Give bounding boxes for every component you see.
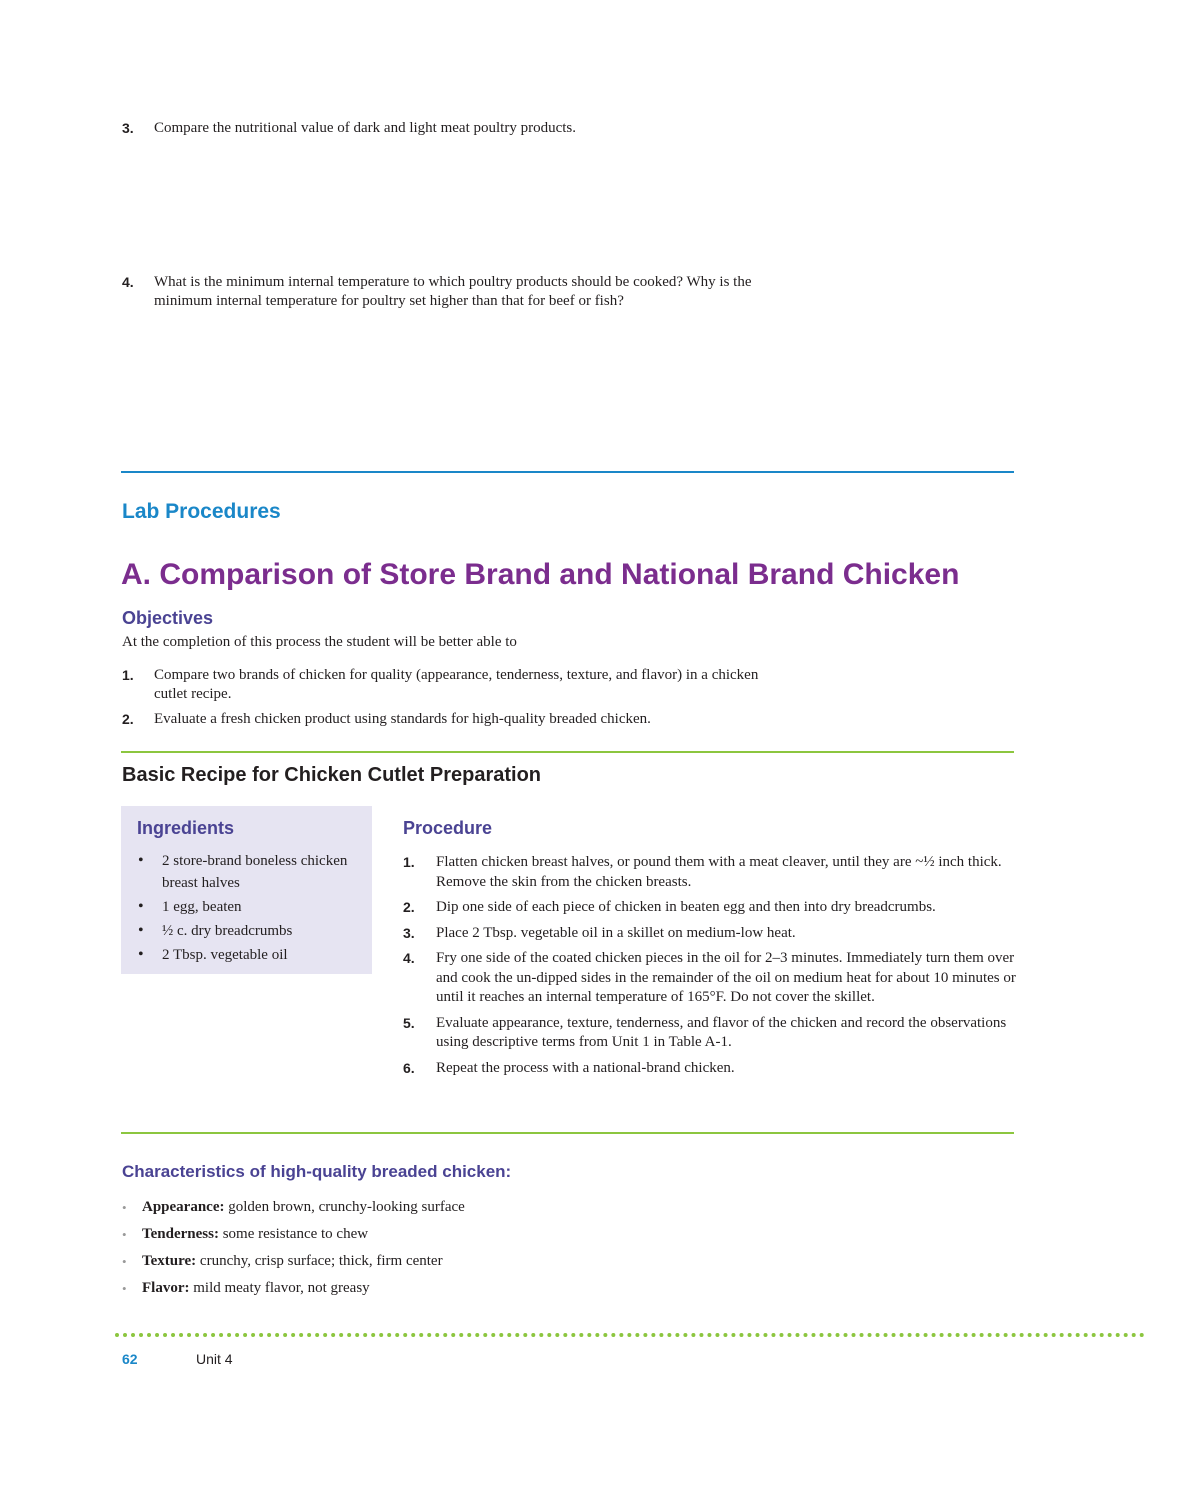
page-number: 62 [122,1351,138,1367]
footer-dotted-divider [115,1333,1145,1337]
item-text: Evaluate a fresh chicken product using standards for high-quality breaded chicken. [154,711,651,727]
list-item [122,1279,465,1298]
list-item [122,1198,465,1217]
objectives-heading: Objectives [122,608,214,628]
characteristics-list [122,1198,465,1306]
term: Flavor: [142,1280,190,1296]
characteristics-heading: Characteristics of high-quality breaded chicken: [122,1162,512,1181]
item-number: 2. [122,711,134,727]
step-number: 4. [403,950,415,966]
ingredients-list [137,850,357,968]
list-item [122,1252,465,1271]
description: golden brown, crunchy-looking surface [228,1199,465,1215]
description: mild meaty flavor, not greasy [193,1280,370,1296]
question-3 [122,119,772,138]
list-item: • 1 egg, beaten [137,896,357,918]
ingredients-heading: Ingredients [137,818,235,838]
step-text: Evaluate appearance, texture, tenderness, and flavor of the chicken and record the observations using descriptive terms from Unit 1 in Table A-1. [436,1014,1007,1050]
step-number: 6. [403,1059,415,1076]
list-item: • 2 store-brand boneless chicken breast halves [137,850,357,894]
list-item: • ½ c. dry breadcrumbs [137,920,357,942]
description: crunchy, crisp surface; thick, firm center [199,1253,443,1269]
lab-procedures-label: Lab Procedures [122,500,281,523]
recipe-title: Basic Recipe for Chicken Cutlet Preparation [122,764,542,786]
recipe-bottom-divider [121,1132,1014,1134]
list-item [403,853,1018,892]
question-number: 3. [122,120,134,136]
item-text: Compare two brands of chicken for quality (appearance, tenderness, texture, and flavor) in a chicken cutlet recipe. [154,667,759,702]
item-number: 1. [122,667,134,683]
list-item [403,1014,1018,1053]
section-divider [121,471,1014,473]
list-item [403,924,1018,944]
step-text: Flatten chicken breast halves, or pound them with a meat cleaver, until they are ~½ inch thick. Remove the skin from the chicken breasts. [436,854,1002,890]
term: Appearance: [142,1199,225,1215]
list-item [122,1225,465,1244]
list-item [403,898,1018,918]
recipe-top-divider [121,751,1014,753]
list-item: • 2 Tbsp. vegetable oil [137,944,357,966]
step-text: Repeat the process with a national-brand chicken. [436,1059,735,1076]
step-number: 1. [403,854,415,870]
step-number: 2. [403,899,415,915]
question-text: What is the minimum internal temperature to which poultry products should be cooked? Why is the minimum internal temperature for poultry set higher than that for beef or fish? [154,274,752,309]
list-item [403,949,1018,1008]
step-text: Fry one side of the coated chicken pieces in the oil for 2–3 minutes. Immediately turn them over and cook the un-dipped sides in the remainder of the oil on medium heat for about 10 minutes or until it reaches an internal temperature of 165°F. Do not cover the skillet. [436,950,1016,1005]
objectives-list [122,666,772,735]
step-number: 5. [403,1014,415,1031]
section-title: A. Comparison of Store Brand and National Brand Chicken [121,558,960,591]
objectives-intro: At the completion of this process the student will be better able to [122,634,517,650]
step-text: Dip one side of each piece of chicken in beaten egg and then into dry breadcrumbs. [436,899,936,915]
term: Tenderness: [142,1226,219,1242]
step-text: Place 2 Tbsp. vegetable oil in a skillet on medium-low heat. [436,924,796,941]
term: Texture: [142,1253,197,1269]
description: some resistance to chew [222,1226,369,1242]
question-4 [122,273,772,311]
procedure-list [403,853,1018,1084]
unit-label: Unit 4 [196,1351,233,1367]
procedure-heading: Procedure [403,818,493,838]
list-item [122,666,772,704]
step-number: 3. [403,924,415,941]
list-item [122,710,772,729]
list-item [403,1059,1018,1079]
question-text: Compare the nutritional value of dark and light meat poultry products. [154,120,576,136]
question-number: 4. [122,274,134,290]
